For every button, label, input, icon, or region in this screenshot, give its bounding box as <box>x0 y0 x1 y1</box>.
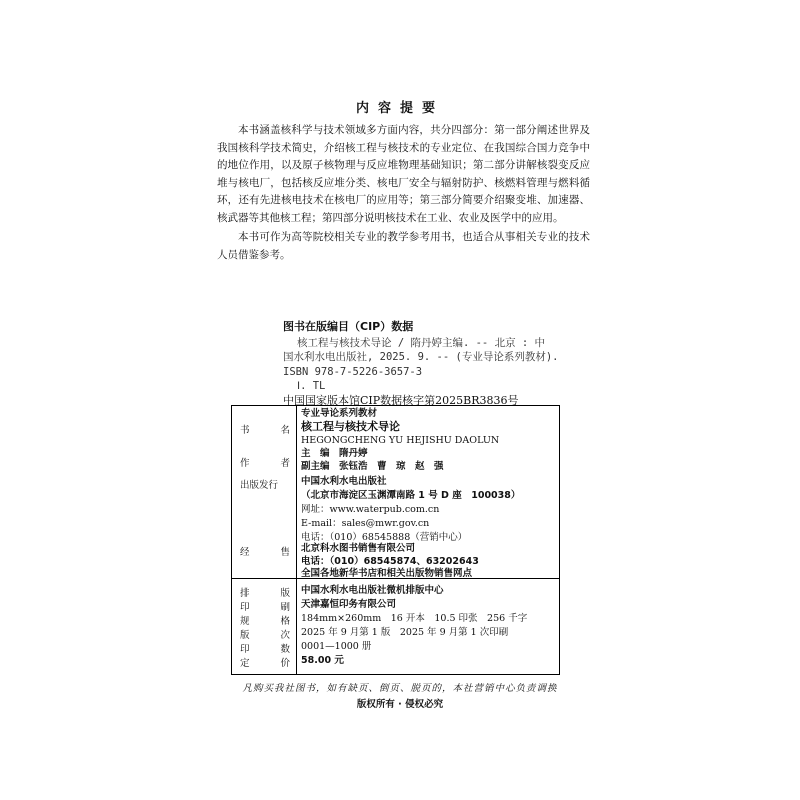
replacement-notice: 凡购买我社图书，如有缺页、倒页、脱页的，本社营销中心负责调换 <box>242 683 558 694</box>
cip-block <box>283 320 613 408</box>
series-name: 专业导论系列教材 <box>301 408 378 419</box>
cip-line: ISBN 978-7-5226-3657-3 <box>283 365 423 378</box>
author-label: 作 者 <box>240 458 290 469</box>
distributor-name: 北京科水图书销售有限公司 <box>301 543 416 554</box>
publisher-phone: 电话：（010）68545888（营销中心） <box>301 532 468 543</box>
publisher-address: （北京市海淀区玉渊潭南路 1 号 D 座 100038） <box>301 490 521 501</box>
publisher-label: 出版发行 <box>240 480 279 491</box>
cip-line: 核工程与核技术导论 / 隋丹婷主编. -- 北京 : 中 <box>297 336 546 349</box>
publisher-email: E-mail：sales@mwr.gov.cn <box>301 518 430 529</box>
print-label: 印 刷 <box>240 602 290 613</box>
book-label: 书 名 <box>240 425 290 436</box>
summary-body <box>217 122 590 264</box>
spec-value: 184mm×260mm 16 开本 10.5 印张 256 千字 <box>301 613 528 624</box>
count-label: 印 数 <box>240 644 290 655</box>
book-pinyin: HEGONGCHENG YU HEJISHU DAOLUN <box>301 435 500 446</box>
price-label: 定 价 <box>240 658 290 669</box>
summary-paragraph: 本书涵盖核科学与技术领域多方面内容，共分四部分：第一部分阐述世界及我国核科学技术简史，介绍核工程与核技术的专业定位、在我国综合国力竞争中的地位作用，以及原子核物理与反应堆物理基础知识；第二部分讲解核裂变反应堆与核电厂，包括核反应堆分类、核电厂安全与辐射防护、核燃料管理与燃料循环，还有先进核电技术在核电厂的应用等；第三部分简要介绍聚变堆、加速器、核武器等其他核工程；第四部分说明核技术在工业、农业及医学中的应用。 <box>217 124 590 224</box>
cip-line: 国水利水电出版社, 2025. 9. -- (专业导论系列教材). <box>283 351 559 363</box>
chief-editor: 主 编 隋丹婷 <box>301 448 368 459</box>
cip-line: 中国国家版本馆CIP数据核字第2025BR3836号 <box>283 393 519 407</box>
summary-title: 内容提要 <box>355 101 444 116</box>
typeset-label: 排 版 <box>240 588 290 599</box>
distributor-network: 全国各地新华书店和相关出版物销售网点 <box>301 568 473 579</box>
price-value: 58.00 元 <box>301 655 344 666</box>
cip-heading: 图书在版编目（CIP）数据 <box>283 320 414 333</box>
count-value: 0001—1000 册 <box>301 641 372 652</box>
publisher-name: 中国水利水电出版社 <box>301 476 387 487</box>
copyright-notice: 版权所有 · 侵权必究 <box>356 699 444 710</box>
edition-label: 版 次 <box>240 630 290 641</box>
distributor-phone: 电话：（010）68545874、63202643 <box>301 556 479 567</box>
book-title: 核工程与核技术导论 <box>301 420 400 433</box>
table-divider <box>296 406 297 674</box>
cip-line: Ⅰ. TL <box>297 380 326 392</box>
publisher-website: 网址：www.waterpub.com.cn <box>301 504 440 515</box>
distributor-label: 经 售 <box>240 547 290 558</box>
edition-value: 2025 年 9 月第 1 版 2025 年 9 月第 1 次印刷 <box>301 627 509 638</box>
typeset-value: 中国水利水电出版社微机排版中心 <box>301 585 444 596</box>
spec-label: 规 格 <box>240 616 290 627</box>
deputy-editors: 副主编 张钰浩 曹 琼 赵 强 <box>301 461 444 472</box>
summary-paragraph: 本书可作为高等院校相关专业的教学参考用书，也适合从事相关专业的技术人员借鉴参考。 <box>217 231 590 261</box>
publication-info-table <box>231 405 560 675</box>
print-value: 天津嘉恒印务有限公司 <box>301 599 397 610</box>
